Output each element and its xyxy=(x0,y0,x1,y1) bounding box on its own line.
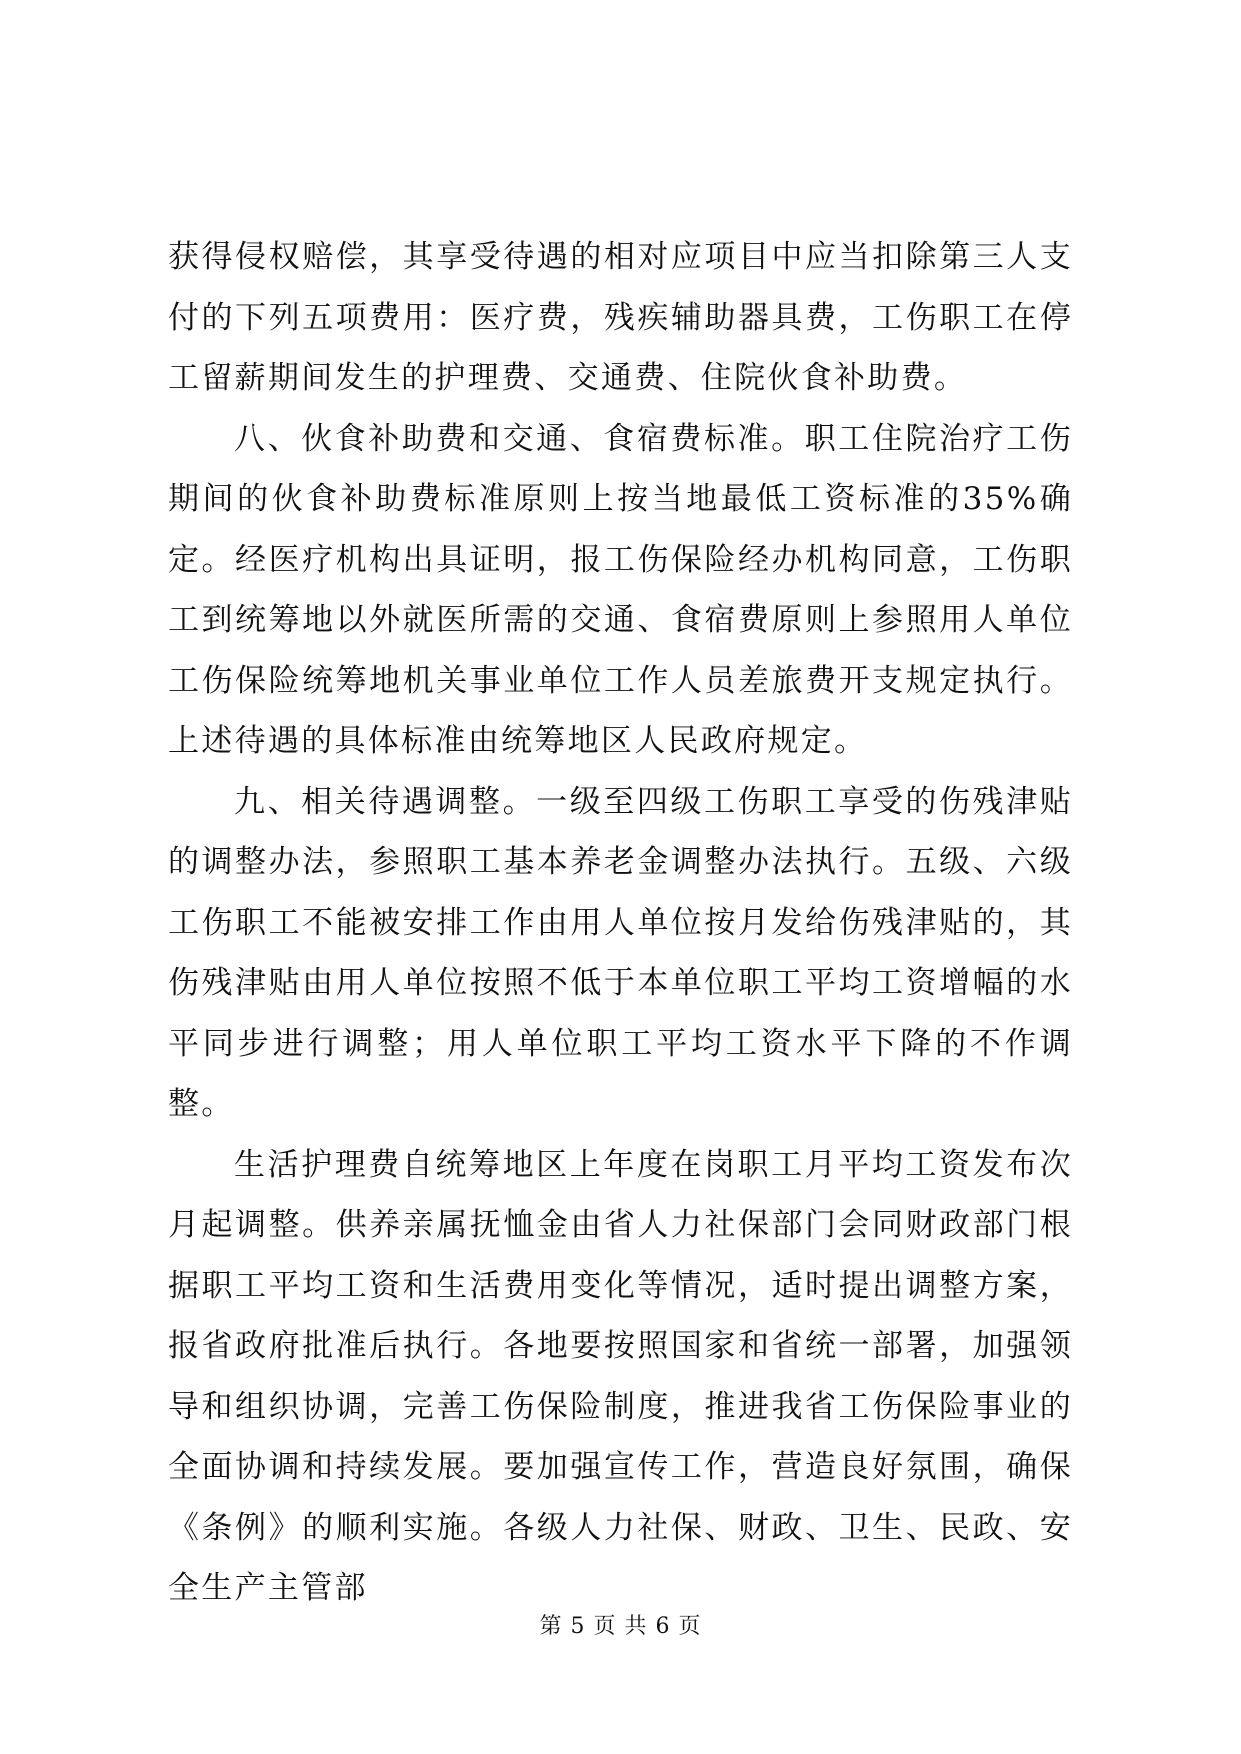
document-body xyxy=(168,227,1073,1619)
paragraph-section-8: 八、伙食补助费和交通、食宿费标准。职工住院治疗工伤期间的伙食补助费标准原则上按当地最低工资标准的35%确定。经医疗机构出具证明，报工伤保险经办机构同意，工伤职工到统筹地以外就医所需的交通、食宿费原则上参照用人单位工伤保险统筹地机关事业单位工作人员差旅费开支规定执行。上述待遇的具体标准由统筹地区人民政府规定。 xyxy=(168,420,1073,759)
paragraph-continuation: 获得侵权赔偿，其享受待遇的相对应项目中应当扣除第三人支付的下列五项费用：医疗费，残疾辅助器具费，工伤职工在停工留薪期间发生的护理费、交通费、住院伙食补助费。 xyxy=(168,239,1073,396)
page-number-footer: 第 5 页 共 6 页 xyxy=(539,1614,702,1639)
paragraph-nursing-fee: 生活护理费自统筹地区上年度在岗职工月平均工资发布次月起调整。供养亲属抚恤金由省人力社保部门会同财政部门根据职工平均工资和生活费用变化等情况，适时提出调整方案，报省政府批准后执行。各地要按照国家和省统一部署，加强领导和组织协调，完善工伤保险制度，推进我省工伤保险事业的全面协调和持续发展。要加强宣传工作，营造良好氛围，确保《条例》的顺利实施。各级人力社保、财政、卫生、民政、安全生产主管部 xyxy=(168,1146,1073,1606)
paragraph-section-9: 九、相关待遇调整。一级至四级工伤职工享受的伤残津贴的调整办法，参照职工基本养老金调整办法执行。五级、六级工伤职工不能被安排工作由用人单位按月发给伤残津贴的，其伤残津贴由用人单位按照不低于本单位职工平均工资增幅的水平同步进行调整；用人单位职工平均工资水平下降的不作调整。 xyxy=(168,783,1073,1122)
